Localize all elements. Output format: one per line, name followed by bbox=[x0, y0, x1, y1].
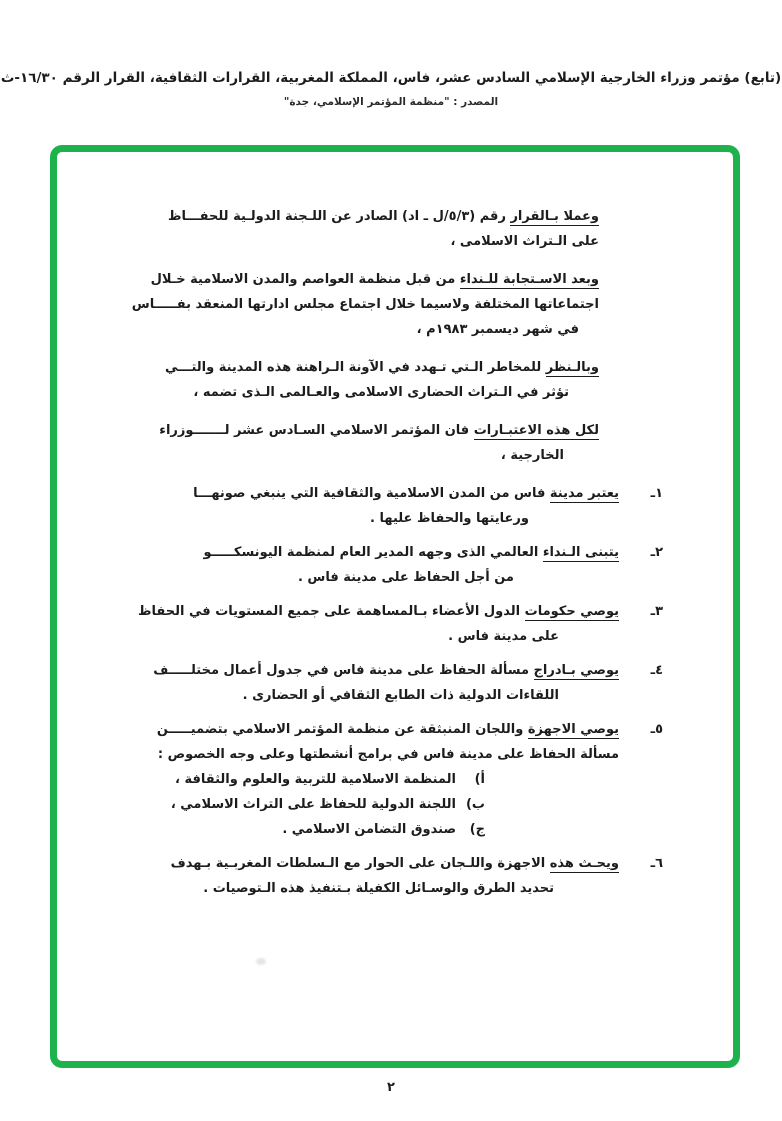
text-line bbox=[91, 267, 599, 292]
text-line bbox=[91, 851, 619, 876]
underlined-lead: وعملا بـالقرار bbox=[510, 209, 599, 224]
page-number: ٢ bbox=[387, 1080, 395, 1095]
item-number: ١ـ bbox=[650, 486, 663, 501]
list-item bbox=[91, 717, 663, 842]
item-number: ٢ـ bbox=[650, 545, 663, 560]
line-text: مسألة الحفاظ على مدينة فاس في جدول أعمال مختلـــــف bbox=[153, 663, 534, 678]
text-line bbox=[91, 717, 619, 742]
item-number: ٣ـ bbox=[650, 604, 663, 619]
list-item bbox=[91, 851, 663, 901]
text-line: مسألة الحفاظ على مدينة فاس في برامج أنشطتها وعلى وجه الخصوص : bbox=[157, 747, 619, 762]
sub-item-marker: ج) bbox=[469, 822, 485, 837]
item-text-block bbox=[91, 717, 619, 842]
text-line bbox=[91, 658, 619, 683]
item-text-block bbox=[91, 599, 619, 649]
paragraph bbox=[91, 355, 599, 405]
underlined-lead: ويحـث هذه bbox=[549, 856, 619, 871]
line-text: الاجهزة واللـجان على الحوار مع الـسلطات المغربـية بـهدف bbox=[170, 856, 550, 871]
text-line bbox=[91, 540, 619, 565]
text-line: على مدينة فاس . bbox=[448, 629, 559, 644]
item-number: ٤ـ bbox=[650, 663, 663, 678]
sub-item-marker: أ) bbox=[474, 772, 485, 787]
underlined-lead: وبعد الاسـتجابة للـنداء bbox=[459, 272, 599, 287]
item-text-block bbox=[91, 851, 619, 901]
line-text: واللجان المنبثقة عن منظمة المؤتمر الاسلامي بتضميـــــن bbox=[156, 722, 528, 737]
list-item bbox=[91, 540, 663, 590]
underlined-lead: لكل هذه الاعتبـارات bbox=[473, 423, 599, 438]
paragraph bbox=[91, 267, 599, 342]
underlined-lead: يتبنى الـنداء bbox=[542, 545, 619, 560]
line-text: العالمي الذى وجهه المدير العام لمنظمة اليونسكـــــو bbox=[203, 545, 543, 560]
text-line: ورعايتها والحفاظ عليها . bbox=[370, 511, 529, 526]
sub-item bbox=[91, 767, 485, 792]
paragraph bbox=[91, 204, 599, 254]
text-line: من أجل الحفاظ على مدينة فاس . bbox=[297, 570, 514, 585]
sub-item-text: اللجنة الدولية للحفاظ على التراث الاسلامي ، bbox=[170, 797, 456, 812]
paragraph bbox=[91, 418, 599, 468]
item-number: ٦ـ bbox=[650, 856, 663, 871]
sub-item bbox=[91, 792, 485, 817]
list-item bbox=[91, 481, 663, 531]
text-line bbox=[91, 418, 599, 443]
underlined-lead: يوصي بـادراج bbox=[533, 663, 619, 678]
green-border-frame bbox=[50, 145, 740, 1068]
item-text-block bbox=[91, 658, 619, 708]
document-header-source: المصدر : "منظمة المؤتمر الإسلامي، جدة" bbox=[283, 96, 499, 108]
line-text: فاس من المدن الاسلامية والثقافية التي ينبغي صونهـــا bbox=[193, 486, 550, 501]
scan-smudge bbox=[256, 958, 266, 965]
text-line: على الـتراث الاسلامى ، bbox=[450, 234, 599, 249]
underlined-lead: وبالـنظر bbox=[545, 360, 599, 375]
text-line: اجتماعاتها المختلفة ولاسيما خلال اجتماع مجلس ادارتها المنعقد بفـــــاس bbox=[131, 297, 599, 312]
line-text: فان المؤتمر الاسلامي السـادس عشر لـــــــوزراء bbox=[159, 423, 474, 438]
text-line: اللقاءات الدولية ذات الطابع الثقافي أو الحضارى . bbox=[242, 688, 559, 703]
sub-item-text: صندوق التضامن الاسلامي . bbox=[282, 822, 456, 837]
sub-item bbox=[91, 817, 485, 842]
text-line: تحديد الطرق والوسـائل الكفيلة بـتنفيذ هذه الـتوصيات . bbox=[203, 881, 554, 896]
text-line bbox=[91, 481, 619, 506]
underlined-lead: يعتبر مدينة bbox=[549, 486, 619, 501]
underlined-lead: يوصي الاجهزة bbox=[527, 722, 619, 737]
line-text: من قبل منظمة العواصم والمدن الاسلامية خـلال bbox=[150, 272, 460, 287]
underlined-lead: يوصي حكومات bbox=[524, 604, 619, 619]
item-number: ٥ـ bbox=[650, 722, 663, 737]
line-text: للمخاطر الـتي تـهدد في الآونة الـراهنة هذه المدينة والتـــي bbox=[165, 360, 546, 375]
text-line bbox=[91, 355, 599, 380]
text-line: تؤثر في الـتراث الحضارى الاسلامى والعـالمى الـذى تضمه ، bbox=[193, 385, 569, 400]
text-line: الخارجية ، bbox=[500, 448, 564, 463]
document-body bbox=[91, 204, 663, 1045]
text-line bbox=[91, 204, 599, 229]
sub-item-marker: ب) bbox=[465, 797, 485, 812]
document-header-title: (تابع) مؤتمر وزراء الخارجية الإسلامي السادس عشر، فاس، المملكة المغربية، القرارات الثقافية، القرار الرقم ١٦/٣٠-ث bbox=[0, 70, 782, 86]
list-item bbox=[91, 658, 663, 708]
text-line: في شهر ديسمبر ١٩٨٣م ، bbox=[416, 322, 579, 337]
sub-item-text: المنظمة الاسلامية للتربية والعلوم والثقافة ، bbox=[175, 772, 456, 787]
item-text-block bbox=[91, 540, 619, 590]
list-item bbox=[91, 599, 663, 649]
item-text-block bbox=[91, 481, 619, 531]
text-line bbox=[91, 599, 619, 624]
line-text: الدول الأعضاء بـالمساهمة على جميع المستويات في الحفاظ bbox=[138, 604, 525, 619]
line-text: رقم (٥/٣/ل ـ اد) الصادر عن اللـجنة الدولـية للحفـــاظ bbox=[167, 209, 511, 224]
